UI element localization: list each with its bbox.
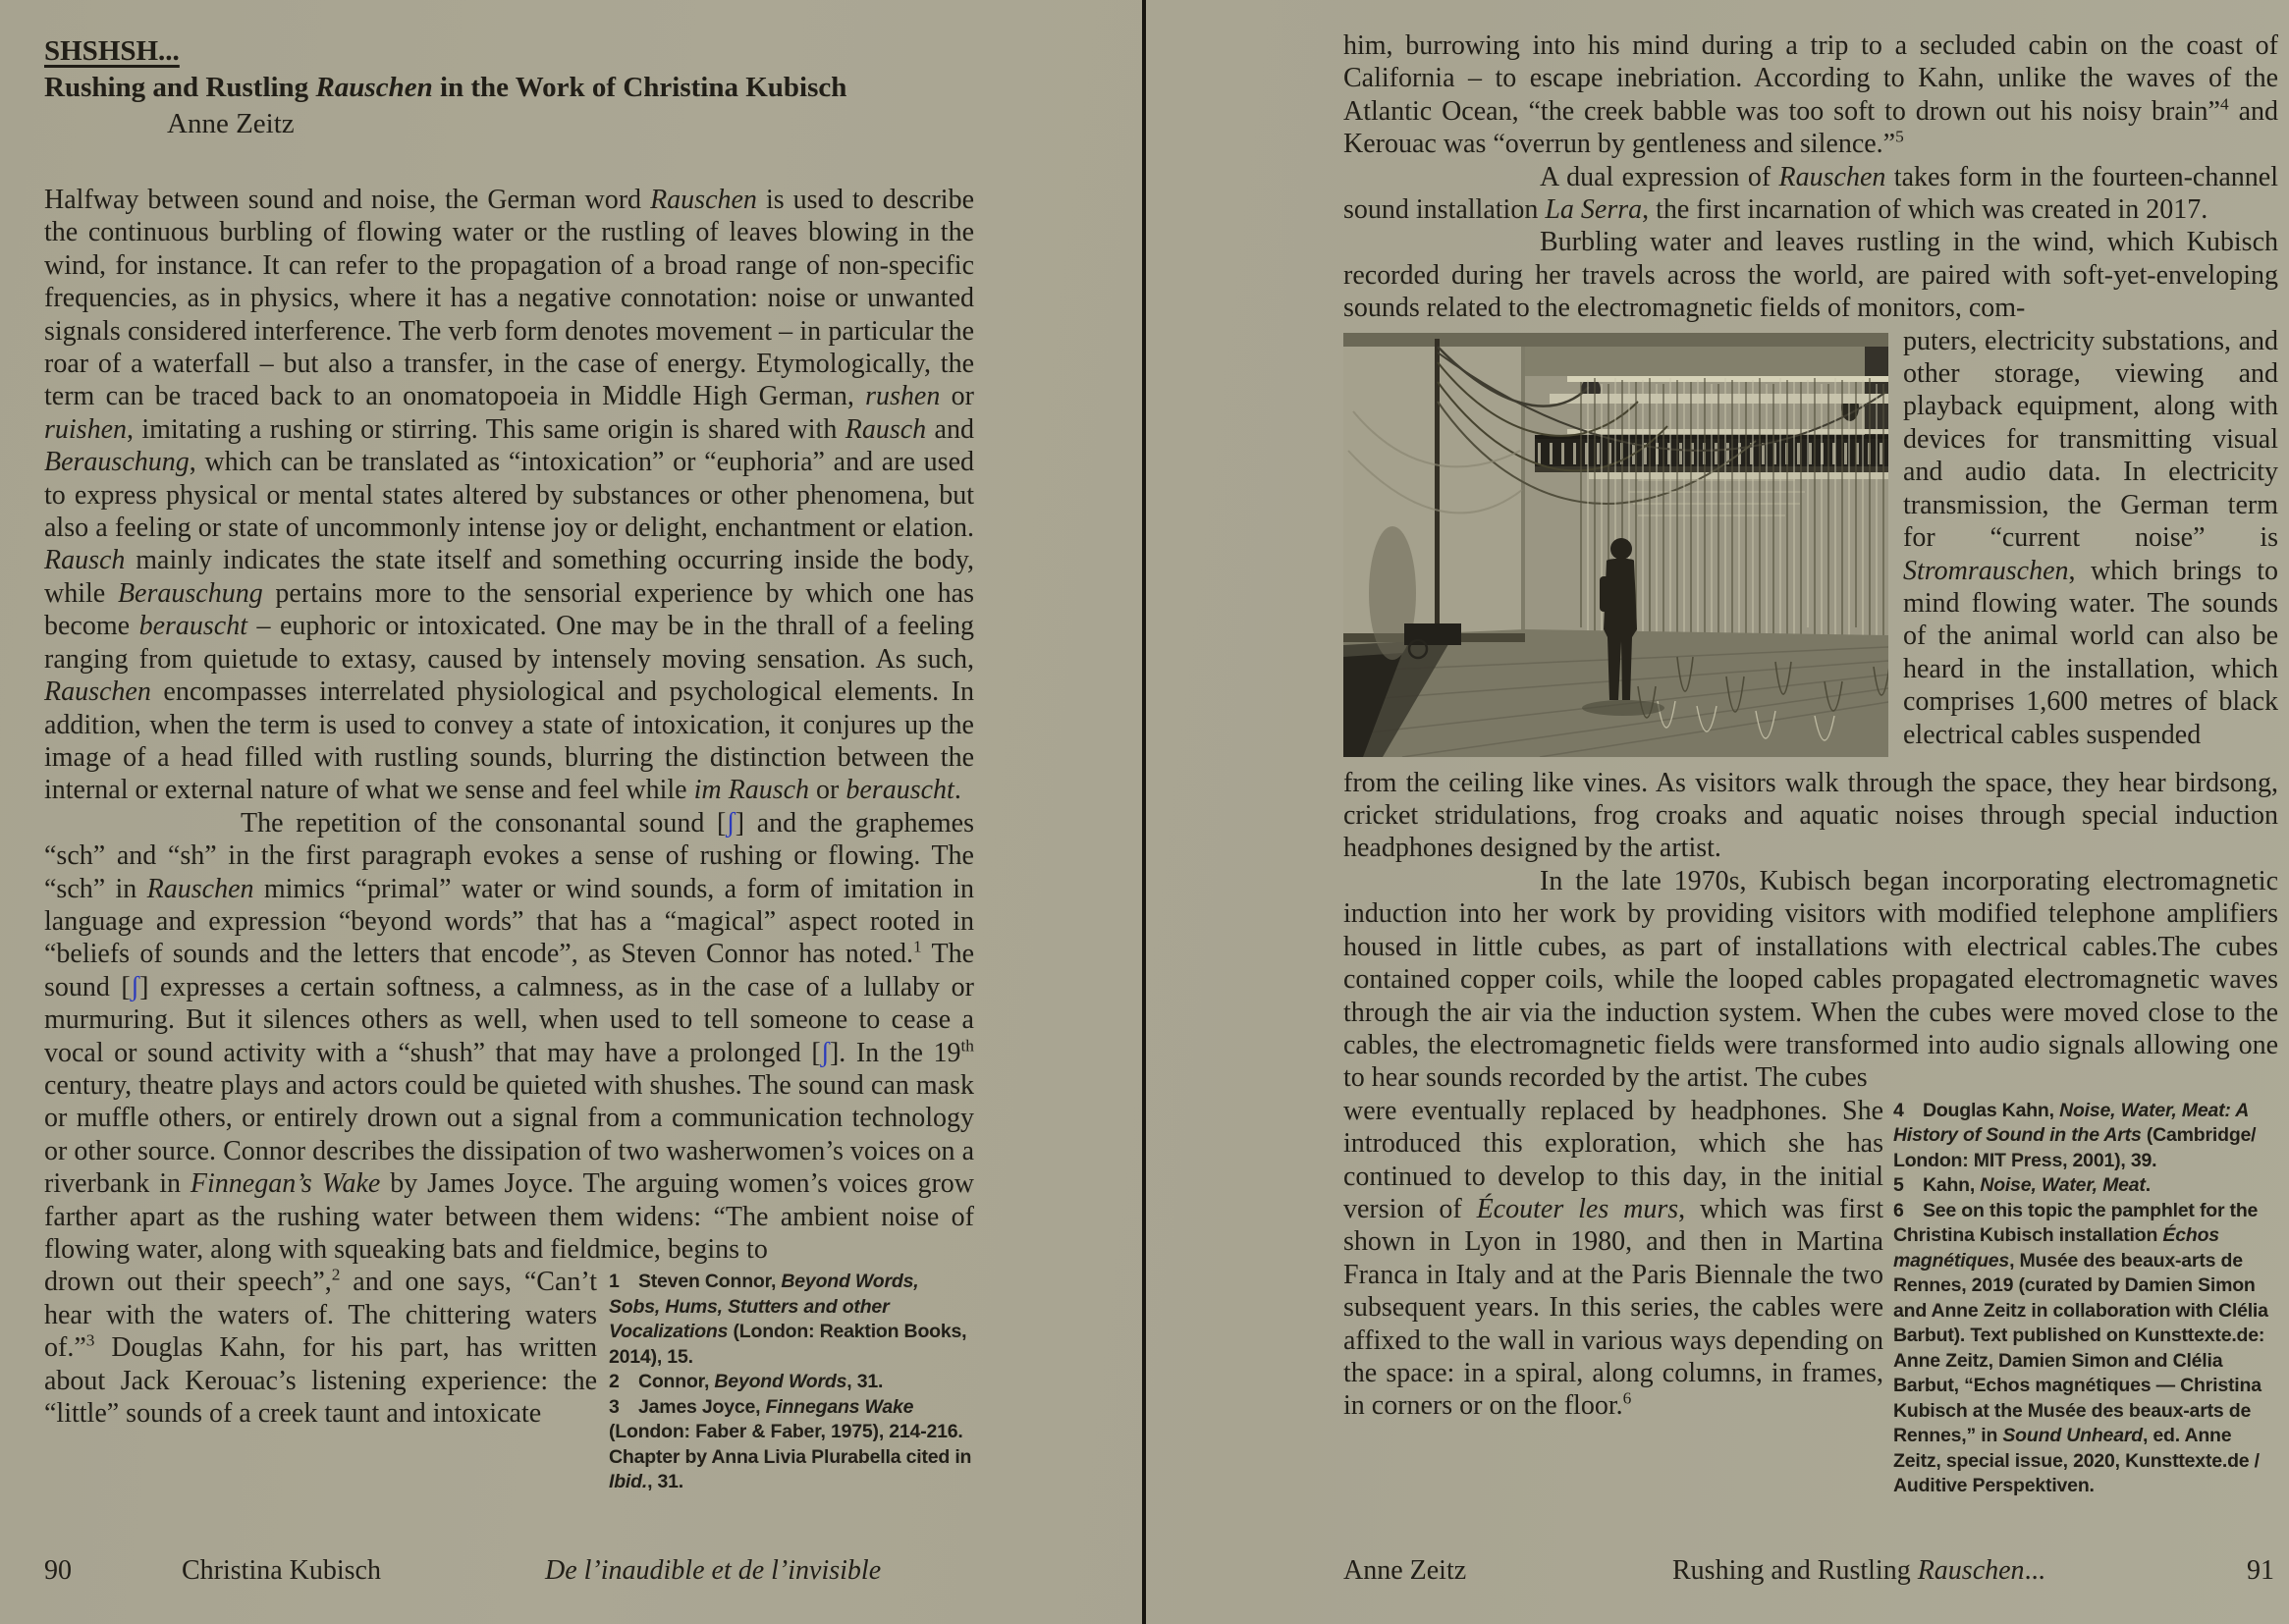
paragraph-continuation: were eventually replaced by headphones. She introduced this exploration, which she has continued to develop to this day, in the initial version of Écouter les murs, which was first shown in Lyon in 1980, and then in Martina Franca in Italy and at the Paris Biennale the two subsequent years. In this series, the cables were affixed to the wall in various ways depending on the space: in a spiral, along columns, in frames, in corners or on the floor.$^6$: [1343, 1095, 1883, 1422]
paragraph: Burbling water and leaves rustling in the wind, which Kubisch recorded during her travels across the world, are paired with soft-yet-enveloping sounds related to the electromagnetic fields of monitors, com-: [1343, 227, 2278, 324]
chapter-author: Anne Zeitz: [167, 108, 295, 139]
paragraph: In the late 1970s, Kubisch began incorporating electromagnetic induction into her work by providing visitors with modified telephone amplifiers housed in little cubes, as part of installations with electrical cables.The cubes contained copper coils, while the looped cables propagated electromagnetic waves through the air via the induction system. When the cubes were moved close to the cables, the electromagnetic fields were transformed into audio signals allowing one to hear sounds recorded by the artist. The cubes: [1343, 865, 2278, 1094]
paragraph: him, burrowing into his mind during a trip to a secluded cabin on the coast of California – to escape inebriation. According to Kahn, unlike the waves of the Atlantic Ocean, “the creek babble was too soft to drown out his noisy brain”$^4$ and Kerouac was “overrun by gentleness and silence.”$^5$: [1343, 30, 2278, 160]
paragraph: A dual expression of Rauschen takes form in the fourteen-channel sound installation La Serra, the first incarnation of which was created in 2017.: [1343, 161, 2278, 226]
footnote-1: 1 Steven Connor, Beyond Words, Sobs, Hums, Stutters and other Vocalizations (London: Reaktion Books, 2014), 15.: [609, 1271, 967, 1368]
running-author: Anne Zeitz: [1343, 1555, 1467, 1586]
paragraph-with-footnotes: [1343, 1095, 2278, 1497]
footnote-block-left: [609, 1266, 974, 1495]
footer-right: [1343, 1554, 2278, 1594]
chapter-title: SHSHSH...: [44, 35, 180, 67]
footer-left: [44, 1554, 974, 1594]
footnote-4: 4 Douglas Kahn, Noise, Water, Meat: A History of Sound in the Arts (Cambridge/ London: MIT Press, 2001), 39.: [1893, 1099, 2257, 1171]
page-gutter-line: [1142, 0, 1146, 1624]
running-author: Christina Kubisch: [182, 1555, 381, 1586]
paragraph-continuation: from the ceiling like vines. As visitors walk through the space, they hear birdsong, cricket stridulations, frog croaks and aquatic noises through special induction headphones designed by the artist.: [1343, 767, 2278, 864]
installation-photo: [1343, 333, 1888, 757]
paragraph-continuation: drown out their speech”,$^2$ and one says, “Can’t hear with the waters of. The chittering waters of.”$^3$ Douglas Kahn, for his part, has written about Jack Kerouac’s listening experience: the “little” sounds of a creek taunt and intoxicate: [44, 1266, 597, 1430]
footnote-block-right: [1893, 1095, 2278, 1499]
running-book-title: De l’inaudible et de l’invisible: [545, 1555, 882, 1586]
chapter-subtitle: Rushing and Rustling Rauschen in the Work of Christina Kubisch: [44, 72, 847, 103]
installation-photo-graphic: [1343, 333, 1888, 757]
paragraph: Halfway between sound and noise, the German word Rauschen is used to describe the continuous burbling of flowing water or the rustling of leaves blowing in the wind, for instance. It can refer to the propagation of a broad range of non-specific frequencies, as in physics, where it has a negative connotation: noise or unwanted signals considered interference. The verb form denotes movement – in particular the roar of a waterfall – but also a transfer, in the case of energy. Etymologically, the term can be traced back to an onomatopoeia in Middle High German, rushen or ruishen, imitating a rushing or stirring. This same origin is shared with Rausch and Berauschung, which can be translated as “intoxication” or “euphoria” and are used to express physical or mental states altered by substances or other phenomena, but also a feeling or state of uncommonly intense joy or delight, enchantment or elation. Rausch mainly indicates the state itself and something occurring inside the body, while Berauschung pertains more to the sensorial experience by which one has become berauscht – euphoric or intoxicated. One may be in the thrall of a feeling ranging from quietude to extasy, caused by intensely moving sensation. As such, Rauschen encompasses interrelated physiological and psychological elements. In addition, when the term is used to convey a state of intoxication, it conjures up the image of a head filled with rustling sounds, blurring the distinction between the internal or external nature of what we sense and feel while im Rausch or berauscht.: [44, 185, 975, 806]
paragraph-with-photo: [1343, 325, 2278, 865]
running-chapter-title: Rushing and Rustling Rauschen...: [1672, 1555, 2045, 1586]
page-number: 91: [2247, 1555, 2274, 1586]
paragraph-beside-photo: puters, electricity substations, and other storage, viewing and playback equipment, along with devices for transmitting visual and audio data. In electricity transmission, the German term for “current noise” is Stromrauschen, which brings to mind flowing water. The sounds of the animal world can also be heard in the installation, which comprises 1,600 metres of black electrical cables suspended: [1903, 325, 2278, 750]
page-right: [1343, 0, 2278, 1624]
footnote-3: 3 James Joyce, Finnegans Wake (London: Faber & Faber, 1975), 214-216. Chapter by Anna Livia Plurabella cited in Ibid., 31.: [609, 1395, 972, 1493]
paragraph-with-footnotes: [44, 1266, 974, 1493]
page-number: 90: [44, 1555, 72, 1586]
page-left: [44, 0, 974, 1624]
chapter-title-block: [44, 0, 974, 142]
footnote-5: 5 Kahn, Noise, Water, Meat.: [1893, 1174, 2151, 1197]
footnote-2: 2 Connor, Beyond Words, 31.: [609, 1371, 884, 1393]
footnote-6: 6 See on this topic the pamphlet for the Christina Kubisch installation Échos magnétiques, Musée des beaux-arts de Rennes, 2019 (curated by Damien Simon and Anne Zeitz in collaboration with Clélia Barbut). Text published on Kunsttexte.de: Anne Zeitz, Damien Simon and Clélia Barbut, “Echos magnétiques — Christina Kubisch at the Musée des beaux-arts de Rennes,” in Sound Unheard, ed. Anne Zeitz, special issue, 2020, Kunsttexte.de / Auditive Perspektiven.: [1893, 1199, 2268, 1497]
paragraph: The repetition of the consonantal sound [ʃ] and the graphemes “sch” and “sh” in the first paragraph evokes a sense of rushing or flowing. The “sch” in Rauschen mimics “primal” water or wind sounds, a form of imitation in language and expression “beyond words” that has a “magical” aspect rooted in “beliefs of sounds and the letters that encode”, as Steven Connor has noted.$^1$ The sound [ʃ] expresses a certain softness, a calmness, as in the case of a lullaby or murmuring. But it silences others as well, when used to tell someone to cease a vocal or sound activity with a “shush” that may have a prolonged [ʃ]. In the 19th century, theatre plays and actors could be quieted with shushes. The sound can mask or muffle others, or entirely drown out a signal from a communication technology or other source. Connor describes the dissipation of two washerwomen’s voices on a riverbank in Finnegan’s Wake by James Joyce. The arguing women’s voices grow farther apart as the rushing water between them widens: “The ambient noise of flowing water, along with squeaking bats and fieldmice, begins to: [44, 807, 975, 1265]
